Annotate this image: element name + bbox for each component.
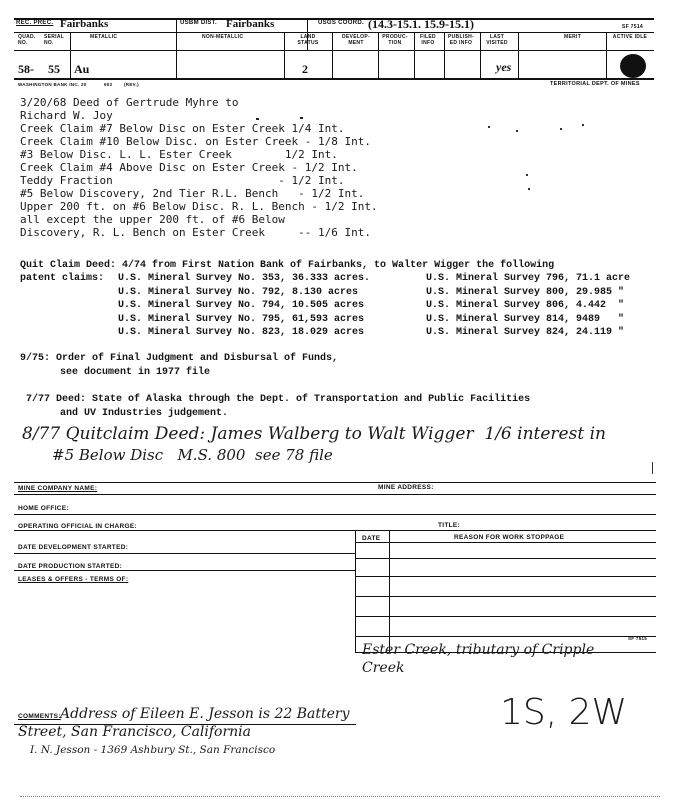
comments-line2: Street, San Francisco, California xyxy=(18,724,252,740)
comments-line1: Address of Eileen E. Jesson is 22 Battery xyxy=(60,706,350,722)
operating-official-label: OPERATING OFFICIAL IN CHARGE: xyxy=(18,523,137,530)
reason-column-label: REASON FOR WORK STOPPAGE xyxy=(454,534,565,541)
typed-line: Creek Claim #10 Below Disc. on Ester Creek - 1/8 Int. xyxy=(20,135,371,148)
left-surveys xyxy=(118,272,370,340)
filed-info-value: yes xyxy=(496,60,512,74)
state-deed-line2: and UV Industries judgement. xyxy=(60,408,229,419)
title-label: TITLE: xyxy=(438,522,461,529)
header-area xyxy=(14,18,654,90)
survey-entry: U.S. Mineral Survey 806, 4.442 " xyxy=(426,300,625,311)
dept-label: TERRITORIAL DEPT. OF MINES xyxy=(550,81,640,87)
handwritten-deed-line2: #5 Below Disc M.S. 800 see 78 file xyxy=(52,446,333,464)
rec-prec-value: Fairbanks xyxy=(60,18,109,30)
col-published-info: PUBLISH- ED INFO xyxy=(447,34,474,46)
usgs-coord-label: USGS COORD. xyxy=(318,20,364,26)
judgment-line2: see document in 1977 file xyxy=(60,367,211,378)
usbm-dist-value: Fairbanks xyxy=(226,18,275,30)
col-land-status: LAND STATUS xyxy=(297,34,319,46)
survey-entry: U.S. Mineral Survey 814, 9489 " xyxy=(426,313,625,325)
state-deed-line1: 7/77 Deed: State of Alaska through the Dept. of Transportation and Public Facilities xyxy=(26,394,531,405)
land-status-value: 2 xyxy=(302,62,308,76)
printer-code-2: (REV.) xyxy=(124,82,139,87)
typed-line: Upper 200 ft. on #6 Below Disc. R. L. Bench - 1/2 Int. xyxy=(20,200,378,213)
typed-line: 3/20/68 Deed of Gertrude Myhre to xyxy=(20,96,239,109)
typed-line: Creek Claim #4 Above Disc on Ester Creek - 1/2 Int. xyxy=(20,161,358,174)
typed-line: all except the upper 200 ft. of #6 Below xyxy=(20,213,285,226)
quitclaim-line1: Quit Claim Deed: 4/74 from First Nation Bank of Fairbanks, to Walter Wigger the following xyxy=(20,260,555,271)
divider-top xyxy=(14,482,656,483)
dev-started-label: DATE DEVELOPMENT STARTED: xyxy=(18,544,129,551)
survey-entry: U.S. Mineral Survey 796, 71.1 acre xyxy=(426,273,631,284)
form-number: SF 7514 xyxy=(622,24,644,30)
quitclaim-1974 xyxy=(20,259,670,273)
col-production: PRODUC- TION xyxy=(382,34,408,46)
home-office-label: HOME OFFICE: xyxy=(18,505,69,512)
patent-claims-label: patent claims: xyxy=(20,273,105,284)
serial-value: 55 xyxy=(48,62,60,76)
typed-line: Richard W. Joy xyxy=(20,109,113,122)
typed-line: #3 Below Disc. L. L. Ester Creek 1/2 Int. xyxy=(20,148,338,161)
col-merit: MERIT xyxy=(564,34,582,40)
survey-entry: U.S. Mineral Survey No. 794, 10.505 acres xyxy=(118,300,365,311)
col-serial: SERIAL NO. xyxy=(44,34,65,46)
comments-label: COMMENTS: xyxy=(18,713,61,720)
usbm-dist-label: USBM DIST. xyxy=(180,20,218,26)
metallic-value: Au xyxy=(74,62,90,76)
mine-company-label: MINE COMPANY NAME: xyxy=(18,485,98,492)
survey-entry: U.S. Mineral Survey No. 792, 8.130 acres xyxy=(118,286,359,298)
prod-started-label: DATE PRODUCTION STARTED: xyxy=(18,563,123,570)
leases-label: LEASES & OFFERS - TERMS OF: xyxy=(18,576,129,583)
col-filed-info: FILED INFO xyxy=(420,34,436,46)
printer-code-1: 602 xyxy=(104,82,113,87)
survey-entry: U.S. Mineral Survey No. 795, 61,593 acres xyxy=(118,313,365,325)
ester-creek-note-2: Creek xyxy=(362,660,405,676)
survey-entry: U.S. Mineral Survey 800, 29.985 " xyxy=(426,286,625,298)
mine-address-label: MINE ADDRESS: xyxy=(378,484,434,491)
right-surveys xyxy=(426,272,630,340)
col-quad: QUAD. NO. xyxy=(18,34,36,46)
judgment-line1: 9/75: Order of Final Judgment and Disbursal of Funds, xyxy=(20,353,339,364)
typed-line: Teddy Fraction - 1/2 Int. xyxy=(20,174,345,187)
comments-line3: I. N. Jesson - 1369 Ashbury St., San Francisco xyxy=(30,744,276,756)
active-status-dot xyxy=(620,54,646,78)
survey-entry: U.S. Mineral Survey No. 823, 18.029 acres xyxy=(118,327,365,338)
usgs-coord-value: (14.3-15.1. 15.9-15.1) xyxy=(368,17,474,31)
form-number-bottom: SF 7515 xyxy=(628,636,648,641)
date-column-label: DATE xyxy=(362,535,381,542)
col-nonmetallic: NON-METALLIC xyxy=(202,34,244,40)
township-range: 1S, 2W xyxy=(500,692,628,733)
rec-prec-label: REC. PREC. xyxy=(16,20,54,26)
typed-line: #5 Below Discovery, 2nd Tier R.L. Bench - 1/2 Int. xyxy=(20,187,365,200)
survey-entry: U.S. Mineral Survey 824, 24.119 " xyxy=(426,327,625,338)
handwritten-deed-line1: 8/77 Quitclaim Deed: James Walberg to Walt Wigger 1/6 interest in xyxy=(22,424,606,444)
printer-note: WASHINGTON BANK INC. 20 xyxy=(18,82,87,87)
typed-line: Creek Claim #7 Below Disc on Ester Creek 1/4 Int. xyxy=(20,122,345,135)
col-development: DEVELOP- MENT xyxy=(342,34,370,46)
deed-entry-1968 xyxy=(20,96,378,239)
quad-value: 58- xyxy=(18,62,34,76)
typed-line: Discovery, R. L. Bench on Ester Creek -- 1/6 Int. xyxy=(20,226,371,239)
survey-entry: U.S. Mineral Survey No. 353, 36.333 acres. xyxy=(118,273,371,284)
ester-creek-note-1: Ester Creek, tributary of Cripple xyxy=(362,642,595,658)
col-active-idle: ACTIVE IDLE xyxy=(612,34,648,40)
col-last-visited: LAST VISITED xyxy=(486,34,508,46)
col-metallic: METALLIC xyxy=(90,34,118,40)
